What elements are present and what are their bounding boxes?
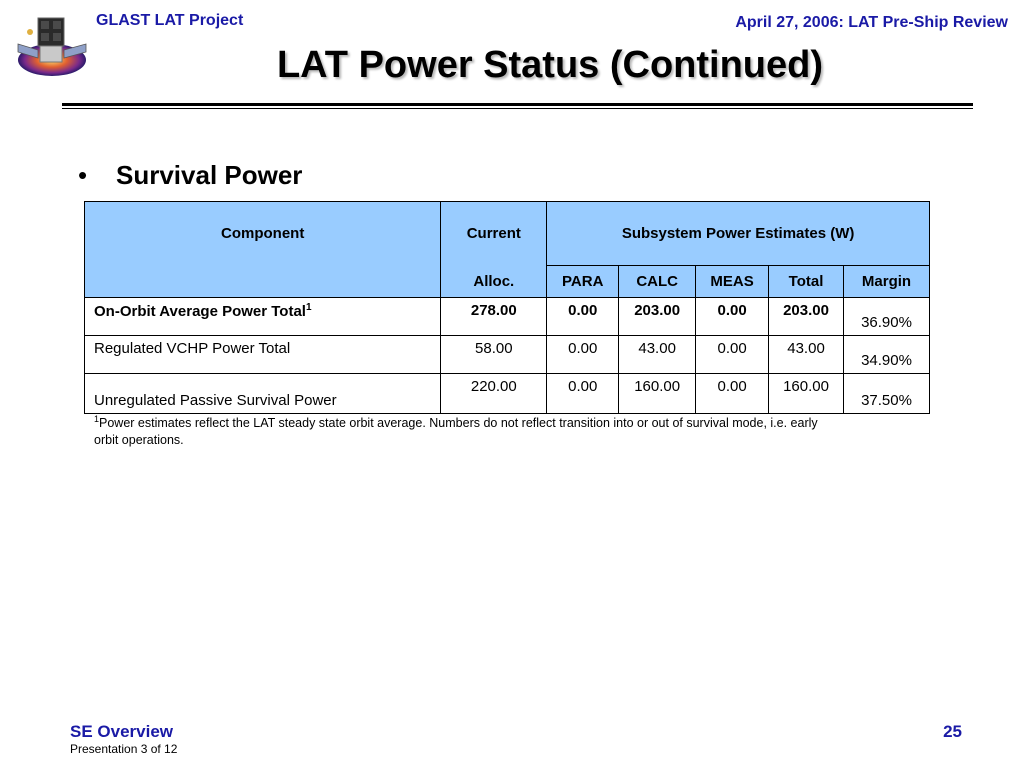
row-para: 0.00 <box>547 336 619 374</box>
header-component-blank <box>85 266 441 298</box>
row-calc: 203.00 <box>619 298 696 336</box>
header-estimates-group: Subsystem Power Estimates (W) <box>547 202 930 266</box>
page-title: LAT Power Status (Continued) <box>276 44 824 86</box>
table-row <box>85 374 930 414</box>
row-para: 0.00 <box>547 374 619 414</box>
row-meas: 0.00 <box>696 298 769 336</box>
row-total: 160.00 <box>769 374 844 414</box>
title-divider-thin <box>62 108 973 109</box>
footer-section: SE Overview <box>70 722 174 741</box>
header-meas: MEAS <box>696 266 769 298</box>
row-calc: 160.00 <box>619 374 696 414</box>
table-row <box>85 336 930 374</box>
table-subheader-row <box>85 266 930 298</box>
row-alloc: 58.00 <box>441 336 547 374</box>
row-calc: 43.00 <box>619 336 696 374</box>
row-alloc: 278.00 <box>441 298 547 336</box>
row-name: Unregulated Passive Survival Power <box>85 374 441 414</box>
row-margin: 34.90% <box>844 336 930 374</box>
power-table <box>84 201 930 414</box>
footer-presentation: Presentation 3 of 12 <box>70 742 178 756</box>
table-header-row <box>85 202 930 266</box>
bullet-symbol: • <box>78 160 88 190</box>
header-component: Component <box>85 202 441 266</box>
project-name: GLAST LAT Project <box>96 12 244 29</box>
header-current: Current <box>441 202 547 266</box>
table-row <box>85 298 930 336</box>
row-name: On-Orbit Average Power Total$^1$ <box>85 298 441 336</box>
meeting-date: April 27, 2006: LAT Pre-Ship Review <box>735 14 1008 31</box>
bullet-text: Survival Power <box>116 160 303 190</box>
row-margin: 37.50% <box>844 374 930 414</box>
row-total: 43.00 <box>769 336 844 374</box>
header-alloc: Alloc. <box>441 266 547 298</box>
header-para: PARA <box>547 266 619 298</box>
row-name: Regulated VCHP Power Total <box>85 336 441 374</box>
header-calc: CALC <box>619 266 696 298</box>
title-divider <box>62 103 973 106</box>
header-total: Total <box>769 266 844 298</box>
row-meas: 0.00 <box>696 374 769 414</box>
row-meas: 0.00 <box>696 336 769 374</box>
row-total: 203.00 <box>769 298 844 336</box>
footnote-text: Power estimates reflect the LAT steady state orbit average. Numbers do not reflect transition into or out of survival mode, i.e. early orbit operations. <box>94 416 818 448</box>
header-margin: Margin <box>844 266 930 298</box>
page-number: 25 <box>943 722 962 741</box>
row-para: 0.00 <box>547 298 619 336</box>
footnote-marker: 1 <box>94 414 100 424</box>
row-margin: 36.90% <box>844 298 930 336</box>
row-footnote-ref: 1 <box>305 302 312 313</box>
row-alloc: 220.00 <box>441 374 547 414</box>
footnote <box>94 411 834 449</box>
bullet-item <box>78 160 302 191</box>
